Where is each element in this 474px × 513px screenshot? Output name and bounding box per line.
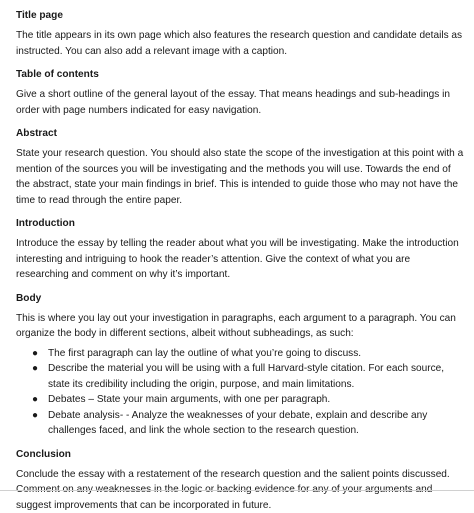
section-heading: Title page <box>16 8 464 24</box>
section-body: State your research question. You should also state the scope of the investigation at this point with a mention of the sources you will be investigating and the methods you will use. Towards the end of the abstract, state your main findings in brief. This is intended to guide those who may not have the time to read through the entire paper. <box>16 146 464 208</box>
section-heading: Introduction <box>16 216 464 232</box>
section-body: This is where you lay out your investigation in paragraphs, each argument to a paragraph. You can organize the body in different sections, albeit without subheadings, as such: <box>16 311 464 342</box>
list-item-text: Describe the material you will be using with a full Harvard-style citation. For each source, state its credibility including the origin, purpose, and main limitations. <box>48 363 444 390</box>
section-title-page <box>16 8 464 59</box>
section-abstract <box>16 126 464 208</box>
section-introduction <box>16 216 464 283</box>
section-heading: Abstract <box>16 126 464 142</box>
bullet-icon: ● <box>32 346 38 362</box>
bullet-list <box>16 346 464 439</box>
list-item <box>16 408 464 439</box>
bullet-icon: ● <box>32 408 38 424</box>
list-item-text: Debates – State your main arguments, with one per paragraph. <box>48 394 330 405</box>
section-body: Introduce the essay by telling the reader about what you will be investigating. Make the introduction interesting and intriguing to hook the reader’s attention. Give the context of what you are researching and comment on why it’s important. <box>16 236 464 283</box>
section-body: The title appears in its own page which also features the research question and candidate details as instructed. You can also add a relevant image with a caption. <box>16 28 464 59</box>
section-heading: Table of contents <box>16 67 464 83</box>
section-conclusion <box>16 447 464 513</box>
list-item-text: Debate analysis- - Analyze the weaknesses of your debate, explain and describe any challenges faced, and link the whole section to the research question. <box>48 410 427 437</box>
list-item-text: The first paragraph can lay the outline of what you’re going to discuss. <box>48 348 361 359</box>
bullet-icon: ● <box>32 361 38 377</box>
list-item <box>16 392 464 408</box>
bullet-icon: ● <box>32 392 38 408</box>
section-body: Give a short outline of the general layout of the essay. That means headings and sub-headings in order with page numbers indicated for easy navigation. <box>16 87 464 118</box>
page-bottom-divider <box>0 490 474 491</box>
section-table-of-contents <box>16 67 464 118</box>
list-item <box>16 346 464 362</box>
section-body-structure <box>16 291 464 439</box>
section-heading: Conclusion <box>16 447 464 463</box>
section-heading: Body <box>16 291 464 307</box>
list-item <box>16 361 464 392</box>
section-body: Conclude the essay with a restatement of the research question and the salient points discussed. suggest improvements that can be incorporated in future. <box>16 467 464 513</box>
